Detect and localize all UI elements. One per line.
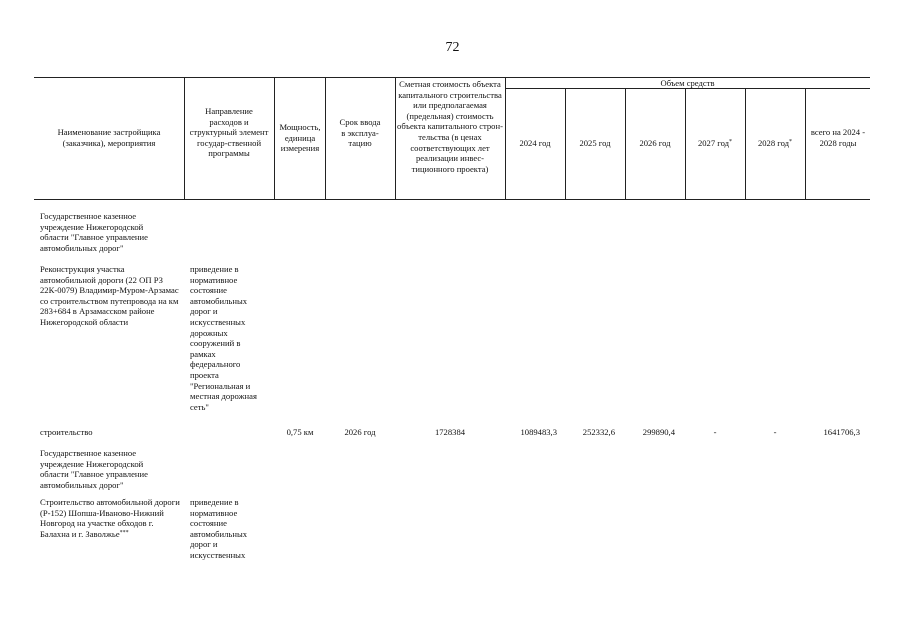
header-cost: Сметная стоимость объекта капитального строительства или предполагаемая (предельная) стоимость объекта капитального строн-тельства (в ценах соответствующих лет реализации инвес-тиционного проекта): [397, 79, 503, 174]
header-capacity: Мощность, единица измерения: [279, 122, 321, 154]
value-total: 1641706,3: [823, 427, 860, 437]
header-year-2024: 2024 год: [519, 138, 551, 148]
project-direction: приведение в нормативное состояние автомобильных дорог и искусственных дорожных сооружений в рамках федерального проекта "Региональная и местная дорожная сеть": [190, 264, 257, 412]
col-divider: [274, 77, 275, 199]
value-2024: 1089483,3: [520, 427, 557, 437]
header-total: всего на 2024 - 2028 годы: [810, 127, 866, 148]
col-divider: [325, 77, 326, 199]
table-header-bottom-border: [34, 199, 870, 200]
header-year-2025: 2025 год: [579, 138, 611, 148]
header-year-2028: 2028 год*: [757, 138, 793, 148]
capacity-value: 0,75 км: [286, 427, 314, 437]
project-direction: приведение в нормативное состояние автомобильных дорог и искусственных: [190, 497, 248, 560]
header-name: Наименование застройщика (заказчика), мероприятия: [57, 127, 161, 148]
developer-name: Государственное казенное учреждение Нижегородской области "Главное управление автомобильных дорог": [40, 448, 148, 490]
cost-value: 1728384: [434, 427, 466, 437]
header-year-2026: 2026 год: [639, 138, 671, 148]
project-name: Реконструкция участка автомобильной дороги (22 ОП РЗ 22К-0079) Владимир-Муром-Арзамас со строительством путепровода на км 283+684 в Арзамасском районе Нижегородской области: [40, 264, 179, 327]
footnote-mark: *: [729, 139, 733, 145]
col-divider: [395, 77, 396, 199]
value-2025: 252332,6: [582, 427, 615, 437]
value-2028: -: [773, 427, 777, 437]
value-2026: 299890,4: [642, 427, 675, 437]
header-term: Срок ввода в эксплуа-тацию: [339, 117, 381, 149]
page-number: 72: [445, 40, 460, 55]
value-2027: -: [713, 427, 717, 437]
col-divider: [805, 88, 806, 199]
col-divider: [184, 77, 185, 199]
header-funds: Объем средств: [660, 78, 715, 88]
construction-label: строительство: [40, 427, 93, 437]
footnote-mark: *: [789, 139, 793, 145]
project-name: Строительство автомобильной дороги (Р-152) Шопша-Иваново-Нижний Новгород на участке обходов г. Балахна и г. Заволжье***: [40, 497, 180, 539]
footnote-mark: ***: [119, 529, 129, 536]
term-value: 2026 год: [344, 427, 376, 437]
header-direction: Направление расходов и структурный элемент государ-ственной программы: [189, 106, 269, 159]
developer-name: Государственное казенное учреждение Нижегородской области "Главное управление автомобильных дорог": [40, 211, 148, 253]
header-year-2027: 2027 год*: [697, 138, 733, 148]
